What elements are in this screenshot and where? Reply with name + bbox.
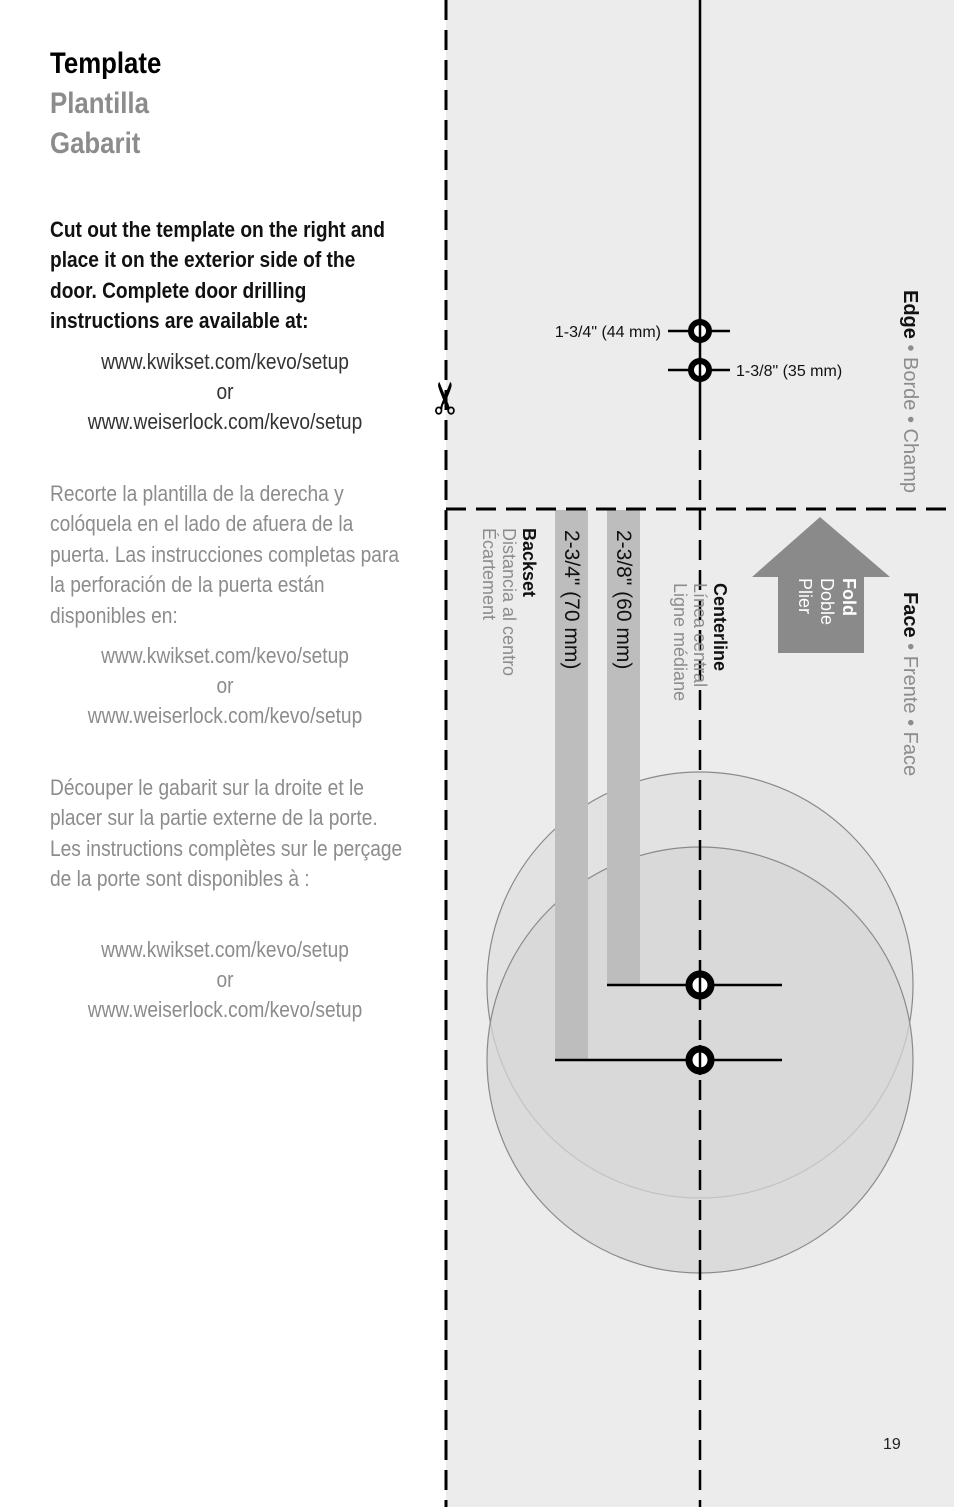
url-weiserlock[interactable]: www.weiserlock.com/kevo/setup (87, 997, 363, 1022)
instructions-spanish: Recorte la plantilla de la derecha y colóquela en el lado de afuera de la puerta. Las instrucciones completas para la perforación de la puerta están disponibles en: (50, 481, 399, 628)
url-or: or (216, 379, 234, 404)
instructions-english: Cut out the template on the right and place it on the exterior side of the door. Complete door drilling instructions are available at: (50, 217, 385, 334)
backset-60mm-label: 2-3/8" (60 mm) (612, 530, 635, 670)
backset-label (479, 528, 539, 676)
svg-text:Plier: Plier (795, 578, 815, 615)
title-english: Template (50, 47, 162, 80)
title-spanish: Plantilla (50, 87, 149, 120)
url-weiserlock[interactable]: www.weiserlock.com/kevo/setup (87, 703, 363, 728)
url-kwikset[interactable]: www.kwikset.com/kevo/setup (101, 349, 349, 374)
edge-mark-44mm (668, 318, 730, 344)
page-number: 19 (883, 1436, 901, 1453)
url-weiserlock[interactable]: www.weiserlock.com/kevo/setup (87, 409, 363, 434)
url-kwikset[interactable]: www.kwikset.com/kevo/setup (101, 937, 349, 962)
edge-label (899, 290, 921, 493)
svg-text:Distancia al centro: Distancia al centro (499, 528, 519, 677)
svg-text:Doble: Doble (817, 578, 837, 626)
svg-text:Línea central: Línea central (690, 583, 710, 688)
centerline-label (670, 583, 730, 701)
face-label (899, 592, 921, 776)
svg-text:Ligne médiane: Ligne médiane (670, 583, 690, 702)
svg-text:Centerline: Centerline (710, 583, 730, 672)
edge-mark-35mm (668, 357, 730, 383)
url-or: or (216, 967, 234, 992)
svg-text:Edge • Borde • Champ: Edge • Borde • Champ (899, 290, 921, 494)
url-kwikset[interactable]: www.kwikset.com/kevo/setup (101, 643, 349, 668)
svg-text:Backset: Backset (519, 528, 539, 598)
instructions-french: Découper le gabarit sur la droite et le placer sur la partie externe de la porte. Les instructions complètes sur le perçage de la porte sont disponibles à : (50, 775, 403, 892)
edge-mark-44mm-label: 1-3/4" (44 mm) (554, 324, 661, 341)
backset-70mm-label: 2-3/4" (70 mm) (560, 530, 583, 670)
title-french: Gabarit (50, 127, 141, 160)
svg-text:Écartement: Écartement (479, 528, 499, 621)
svg-text:Fold: Fold (839, 578, 859, 616)
url-or: or (216, 673, 234, 698)
scissors-icon: ✂ (421, 379, 472, 417)
edge-mark-35mm-label: 1-3/8" (35 mm) (736, 363, 843, 380)
svg-text:Face • Frente • Face: Face • Frente • Face (899, 592, 921, 777)
